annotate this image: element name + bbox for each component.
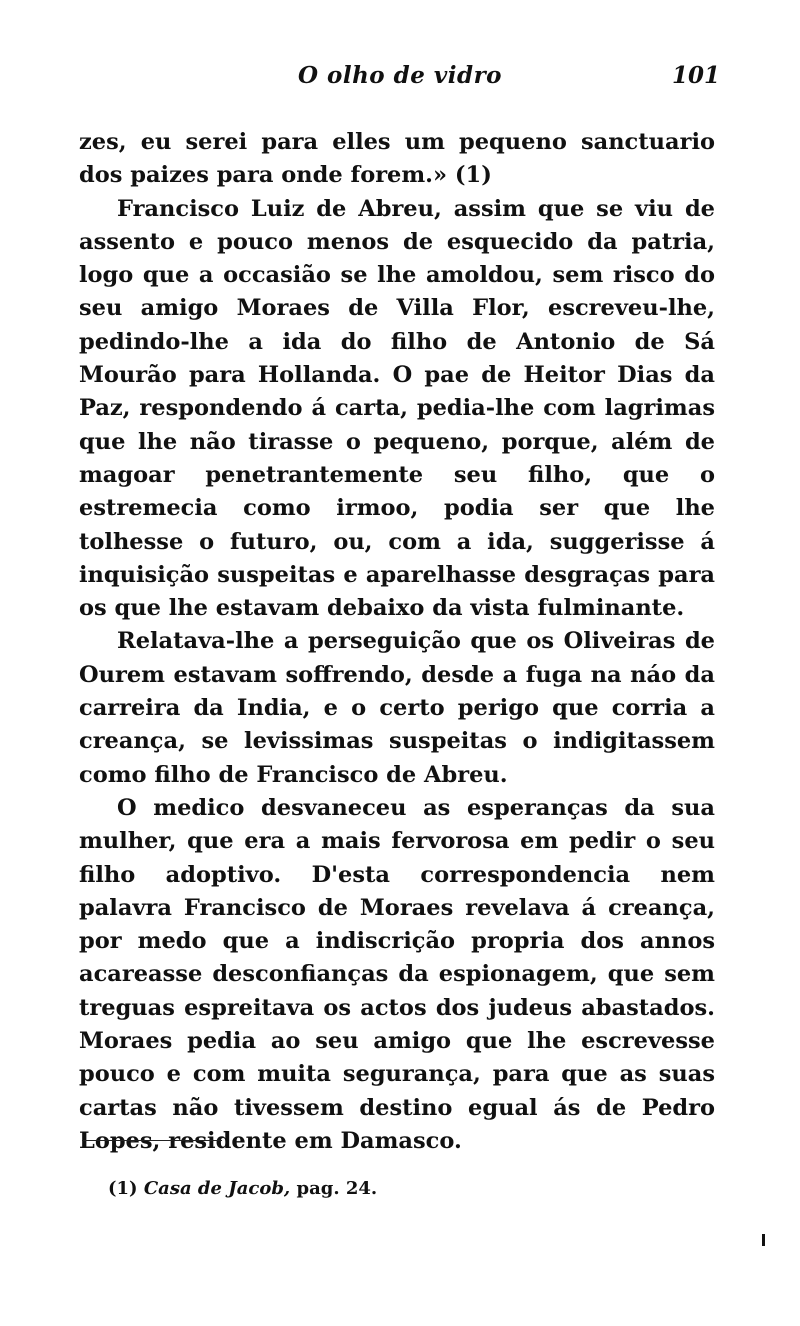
paragraph-continuation: zes, eu serei para elles um pequeno sanctuario dos paizes para onde forem.» (1) (79, 129, 715, 189)
page-header (80, 62, 720, 94)
paragraph-medico: O medico desvaneceu as esperanças da sua mulher, que era a mais fervorosa em pedir o seu filho adoptivo. D'esta correspondencia nem palavra Francisco de Moraes revelava á creança, por medo que a indiscrição propria dos annos acareasse desconfianças da espionagem, que sem treguas espreitava os actos dos judeus abastados. Moraes pedia ao seu amigo que lhe escrevesse pouco e com muita segurança, para que as suas cartas não tivessem destino egual ás de Pedro Lopes, residente em Damasco. (79, 794, 715, 1154)
footnote-marker: (1) (108, 1178, 138, 1199)
footnote-divider (82, 1140, 222, 1141)
paragraph-francisco-luiz: Francisco Luiz de Abreu, assim que se viu de assento e pouco menos de esquecido da patria, logo que a occasião se lhe amoldou, sem risco do seu amigo Moraes de Villa Flor, escreveu-lhe, pedindo-lhe a ida do filho de Antonio de Sá Mourão para Hollanda. O pae de Heitor Dias da Paz, respondendo á carta, pedia-lhe com lagrimas que lhe não tirasse o pequeno, porque, além de magoar penetrantemente seu filho, que o estremecia como irmoo, podia ser que lhe tolhesse o futuro, ou, com a ida, suggerisse á inquisição suspeitas e aparelhasse desgraças para os que lhe estavam debaixo da vista fulminante. (79, 195, 715, 622)
running-title: O olho de vidro (297, 62, 503, 89)
footnote (108, 1178, 377, 1199)
page-number: 101 (671, 62, 720, 89)
body-text (79, 126, 715, 1158)
print-mark (762, 1234, 765, 1246)
footnote-source: Casa de Jacob, (143, 1178, 291, 1199)
paragraph-perseguicao: Relatava-lhe a perseguição que os Oliveiras de Ourem estavam soffrendo, desde a fuga na náo da carreira da India, e o certo perigo que corria a creança, se levissimas suspeitas o indigitassem como filho de Francisco de Abreu. (79, 628, 715, 788)
footnote-locator: pag. 24. (296, 1178, 378, 1199)
